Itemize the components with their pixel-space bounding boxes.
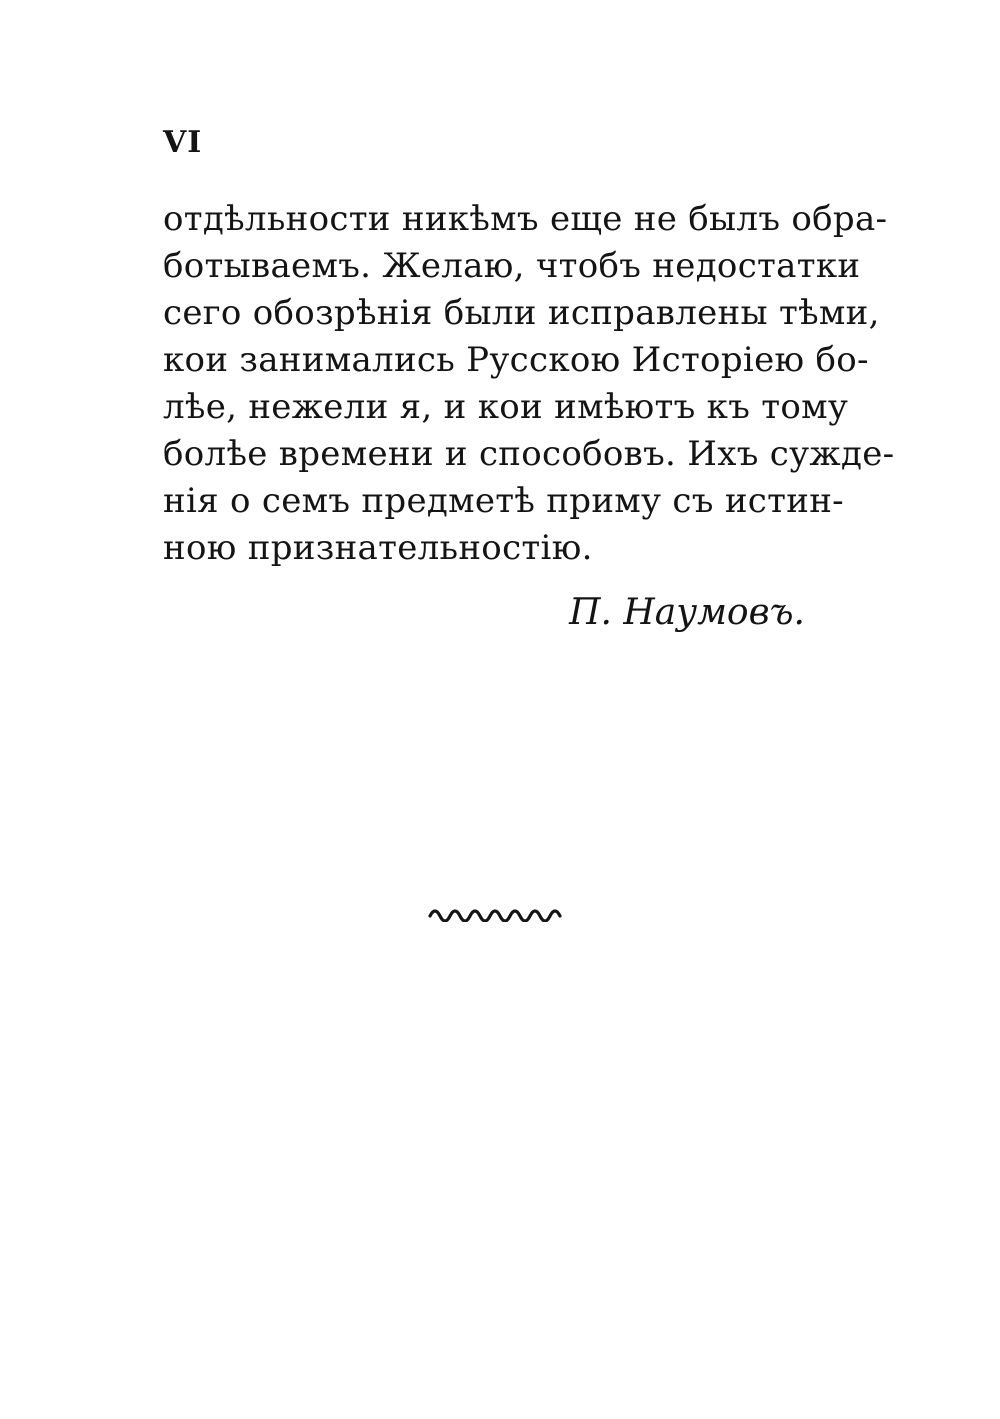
text-line: сего обозрѣнія были исправлены тѣми, (163, 293, 880, 333)
author-signature: П. Наумовъ. (569, 592, 805, 633)
page-number: VI (163, 125, 203, 160)
wavy-ornament-divider (428, 902, 562, 922)
text-line: лѣе, нежели я, и кои имѣютъ къ тому (163, 387, 849, 427)
text-line: ботываемъ. Желаю, чтобъ недостатки (163, 246, 861, 286)
text-line: кои занимались Русскою Исторіею бо- (163, 340, 869, 380)
text-line: болѣе времени и способовъ. Ихъ сужде- (163, 434, 895, 474)
text-line: нія о семъ предметѣ приму съ истин- (163, 481, 844, 521)
text-line: отдѣльности никѣмъ еще не былъ обра- (163, 199, 888, 239)
body-paragraph (163, 196, 895, 572)
text-line: ною признательностію. (163, 528, 593, 568)
